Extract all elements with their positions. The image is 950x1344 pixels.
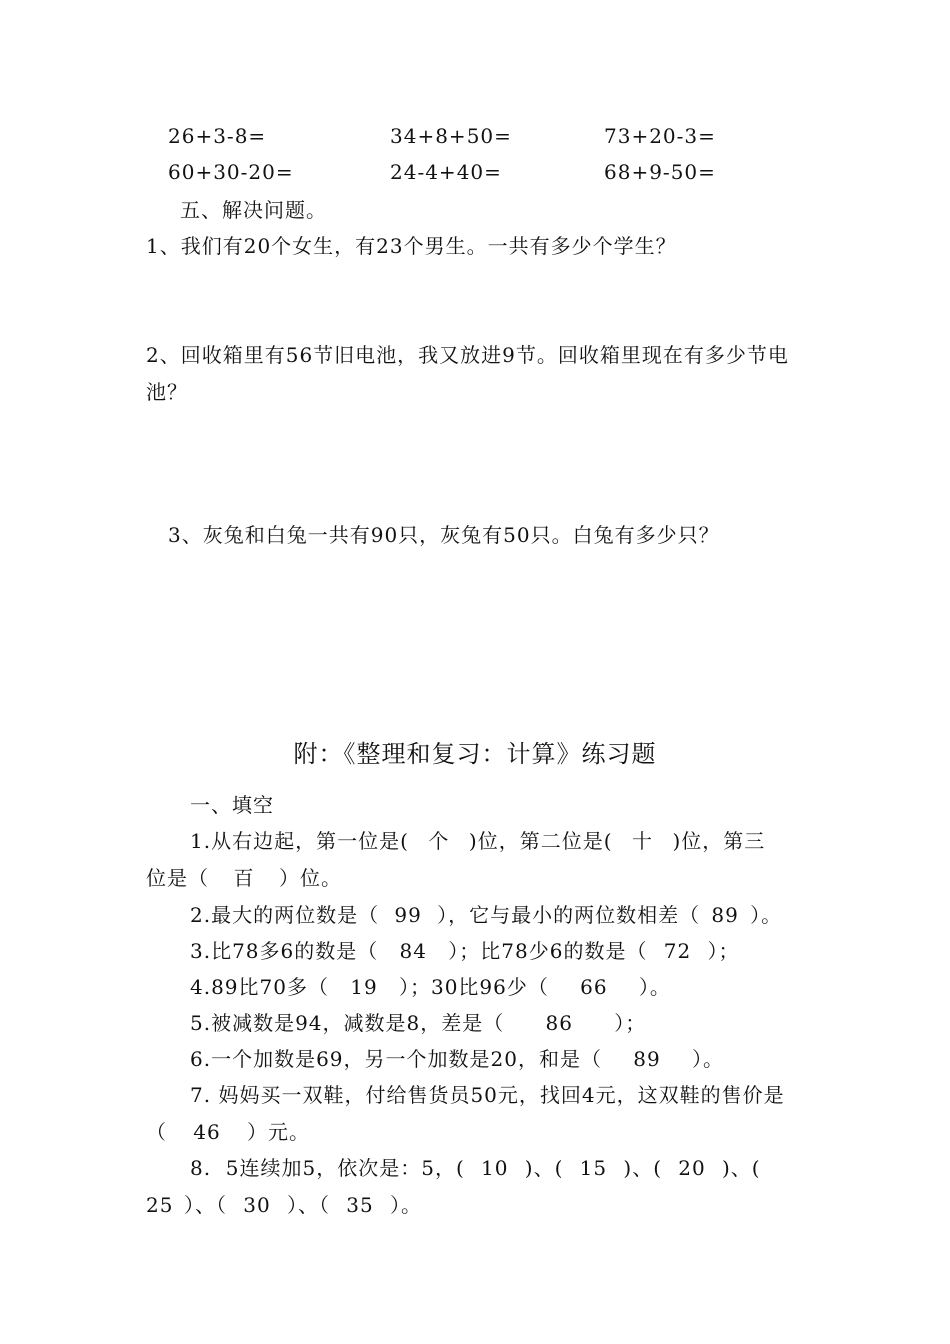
fill-q3: 3.比78多6的数是（ 84 ）；比78少6的数是（ 72 ）； xyxy=(190,939,740,963)
fill-q1-line1: 1.从右边起，第一位是( 个 )位，第二位是( 十 )位，第三 xyxy=(190,829,766,853)
expr-26-3-8: 26+3-8= xyxy=(168,124,267,148)
fill-q8-line1: 8. 5连续加5，依次是：5，( 10 )、( 15 )、( 20 )、( xyxy=(190,1156,761,1180)
section5-heading: 五、解决问题。 xyxy=(180,198,327,222)
expr-24-4-40: 24-4+40= xyxy=(390,160,502,184)
problem-1: 1、我们有20个女生，有23个男生。一共有多少个学生？ xyxy=(146,234,677,258)
problem-2-line2: 池？ xyxy=(146,380,188,404)
problem-3: 3、灰兔和白兔一共有90只，灰兔有50只。白兔有多少只？ xyxy=(168,523,720,547)
fill-q7-line2: （ 46 ）元。 xyxy=(146,1120,310,1144)
expr-68-9-50: 68+9-50= xyxy=(604,160,716,184)
fill-q4: 4.89比70多（ 19 ）；30比96少（ 66 ）。 xyxy=(190,975,671,999)
appendix-title: 附：《整理和复习：计算》练习题 xyxy=(293,740,657,768)
fill-q6: 6.一个加数是69，另一个加数是20，和是（ 89 ）。 xyxy=(190,1047,724,1071)
fill-q7-line1: 7. 妈妈买一双鞋，付给售货员50元，找回4元，这双鞋的售价是 xyxy=(190,1083,785,1107)
fill-q2: 2.最大的两位数是（ 99 ），它与最小的两位数相差（ 89 ）。 xyxy=(190,903,783,927)
fill-heading: 一、填空 xyxy=(190,793,274,817)
expr-34-8-50: 34+8+50= xyxy=(390,124,512,148)
expr-73-20-3: 73+20-3= xyxy=(604,124,716,148)
expr-60-30-20: 60+30-20= xyxy=(168,160,294,184)
fill-q5: 5.被减数是94，减数是8，差是（ 86 ）； xyxy=(190,1011,647,1035)
problem-2-line1: 2、回收箱里有56节旧电池，我又放进9节。回收箱里现在有多少节电 xyxy=(146,343,789,367)
fill-q8-line2: 25 ）、（ 30 ）、（ 35 ）。 xyxy=(146,1193,422,1217)
fill-q1-line2: 位是（ 百 ）位。 xyxy=(146,866,342,890)
